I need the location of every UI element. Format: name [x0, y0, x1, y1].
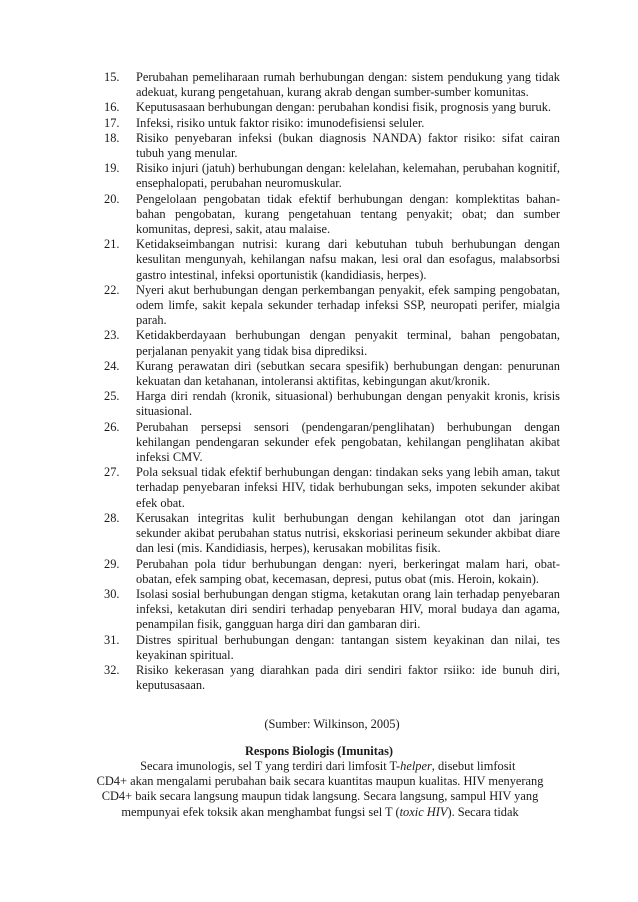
- item-number: 19.: [104, 161, 120, 176]
- list-item: [104, 511, 560, 557]
- list-item: [104, 116, 560, 131]
- list-item: [104, 283, 560, 329]
- item-text: Risiko injuri (jatuh) berhubungan dengan: kelelahan, kelemahan, perubahan kognitif, ensephalopati, perubahan neuromuskular.: [136, 161, 560, 191]
- item-text: Risiko penyebaran infeksi (bukan diagnosis NANDA) faktor risiko: sifat cairan tubuh yang menular.: [136, 130, 560, 161]
- source-citation: (Sumber: Wilkinson, 2005): [264, 717, 400, 731]
- item-text: Distres spiritual berhubungan dengan: tantangan sistem keyakinan dan nilai, tes keyakinan spiritual.: [136, 632, 560, 662]
- item-text: Ketidakseimbangan nutrisi: kurang dari kebutuhan tubuh berhubungan dengan kesulitan mengunyah, kehilangan nafsu makan, lesi oral dan esofagus, malabsorbsi gastro intestinal, infeksi oportunistik (kandidiasis, herpes).: [136, 237, 560, 282]
- italic-term: helper: [400, 759, 432, 773]
- paragraph-line: Secara imunologis, sel T yang terdiri dari limfosit T-helper, disebut limfosit: [140, 759, 516, 773]
- list-item: [104, 161, 560, 191]
- item-number: 27.: [104, 465, 120, 480]
- item-text: Harga diri rendah (kronik, situasional) berhubungan dengan penyakit kronis, krisis situasional.: [136, 389, 560, 419]
- item-number: 31.: [104, 632, 120, 647]
- item-number: 32.: [104, 662, 120, 677]
- item-text: Perubahan pemeliharaan rumah berhubungan dengan: sistem pendukung yang tidak adekuat, kurang pengetahuan, kurang akrab dengan sumber-sumber komunitas.: [136, 70, 560, 100]
- item-text: Pengelolaan pengobatan tidak efektif berhubungan dengan: komplektitas bahan-bahan pengobatan, kurang pengetahuan tentang penyakit; obat; dan sumber komunitas, depresi, sakit, atau malaise.: [136, 191, 560, 237]
- list-item: [104, 587, 560, 633]
- nursing-diagnosis-list: [104, 70, 560, 693]
- item-number: 21.: [104, 237, 120, 252]
- list-item: [104, 100, 560, 115]
- item-number: 20.: [104, 191, 120, 206]
- item-number: 28.: [104, 510, 120, 525]
- item-number: 25.: [104, 389, 120, 404]
- item-text: Perubahan persepsi sensori (pendengaran/penglihatan) berhubungan dengan kehilangan pendengaran sekunder efek pengobatan, kehilangan penglihatan akibat infeksi CMV.: [136, 419, 560, 465]
- section-heading: Respons Biologis (Imunitas): [244, 744, 394, 758]
- item-number: 23.: [104, 328, 120, 343]
- list-item: [104, 557, 560, 587]
- item-text: Isolasi sosial berhubungan dengan stigma, ketakutan orang lain terhadap penyebaran infeksi, ketakutan diri sendiri terhadap penyebaran HIV, moral budaya dan agama, penampilan fisik, gangguan harga diri dan gambaran diri.: [136, 586, 560, 632]
- item-number: 16.: [104, 100, 120, 115]
- italic-term: toxic HIV: [399, 804, 448, 819]
- list-item: [104, 237, 560, 283]
- item-text: Kurang perawatan diri (sebutkan secara spesifik) berhubungan dengan: penurunan kekuatan dan ketahanan, intoleransi aktifitas, kebingungan akut/kronik.: [136, 358, 560, 389]
- item-text: Pola seksual tidak efektif berhubungan dengan: tindakan seks yang lebih aman, takut terhadap penyebaran infeksi HIV, tidak berhubungan seks, impoten sekunder akibat efek obat.: [136, 465, 560, 510]
- item-number: 29.: [104, 556, 120, 571]
- list-item: [104, 70, 560, 100]
- list-item: [104, 465, 560, 511]
- item-number: 15.: [104, 70, 120, 84]
- list-item: [104, 663, 560, 693]
- list-item: [104, 359, 560, 389]
- item-number: 24.: [104, 358, 120, 373]
- list-item: [104, 192, 560, 238]
- paragraph-line: mempunyai efek toksik akan menghambat fungsi sel T (toxic HIV). Secara tidak: [121, 804, 519, 819]
- item-text: Keputusasaan berhubungan dengan: perubahan kondisi fisik, prognosis yang buruk.: [136, 100, 552, 115]
- item-text: Risiko kekerasan yang diarahkan pada diri sendiri faktor rsiiko: ide bunuh diri, keputusasaan.: [136, 662, 560, 693]
- list-item: [104, 420, 560, 466]
- list-item: [104, 131, 560, 161]
- list-item: [104, 328, 560, 358]
- item-number: 26.: [104, 419, 120, 434]
- item-text: Nyeri akut berhubungan dengan perkembangan penyakit, efek samping pengobatan, odem limfe, sakit kepala sekunder terhadap infeksi SSP, neuropati perifer, mialgia parah.: [136, 282, 560, 328]
- item-text: Perubahan pola tidur berhubungan dengan: nyeri, berkeringat malam hari, obat-obatan, efek samping obat, kecemasan, depresi, putus obat (mis. Heroin, kokain).: [136, 556, 560, 586]
- item-number: 30.: [104, 586, 120, 601]
- item-text: Infeksi, risiko untuk faktor risiko: imunodefisiensi seluler.: [136, 115, 425, 130]
- list-item: [104, 389, 560, 419]
- item-text: Kerusakan integritas kulit berhubungan dengan kehilangan otot dan jaringan sekunder akibat perubahan status nutrisi, ekskoriasi perineum sekunder akbibat diare dan lesi (mis. Kandidiasis, herpes), kerusakan mobilitas fisik.: [136, 510, 560, 556]
- item-text: Ketidakberdayaan berhubungan dengan penyakit terminal, bahan pengobatan, perjalanan penyakit yang tidak bisa diprediksi.: [136, 328, 560, 358]
- paragraph-line: CD4+ baik secara langsung maupun tidak langsung. Secara langsung, sampul HIV yang: [101, 789, 539, 804]
- item-number: 17.: [104, 115, 120, 130]
- body-paragraph: [60, 759, 580, 820]
- item-number: 18.: [104, 130, 120, 145]
- paragraph-line: CD4+ akan mengalami perubahan baik secara kuantitas maupun kualitas. HIV menyerang: [96, 774, 544, 789]
- list-item: [104, 633, 560, 663]
- item-number: 22.: [104, 282, 120, 297]
